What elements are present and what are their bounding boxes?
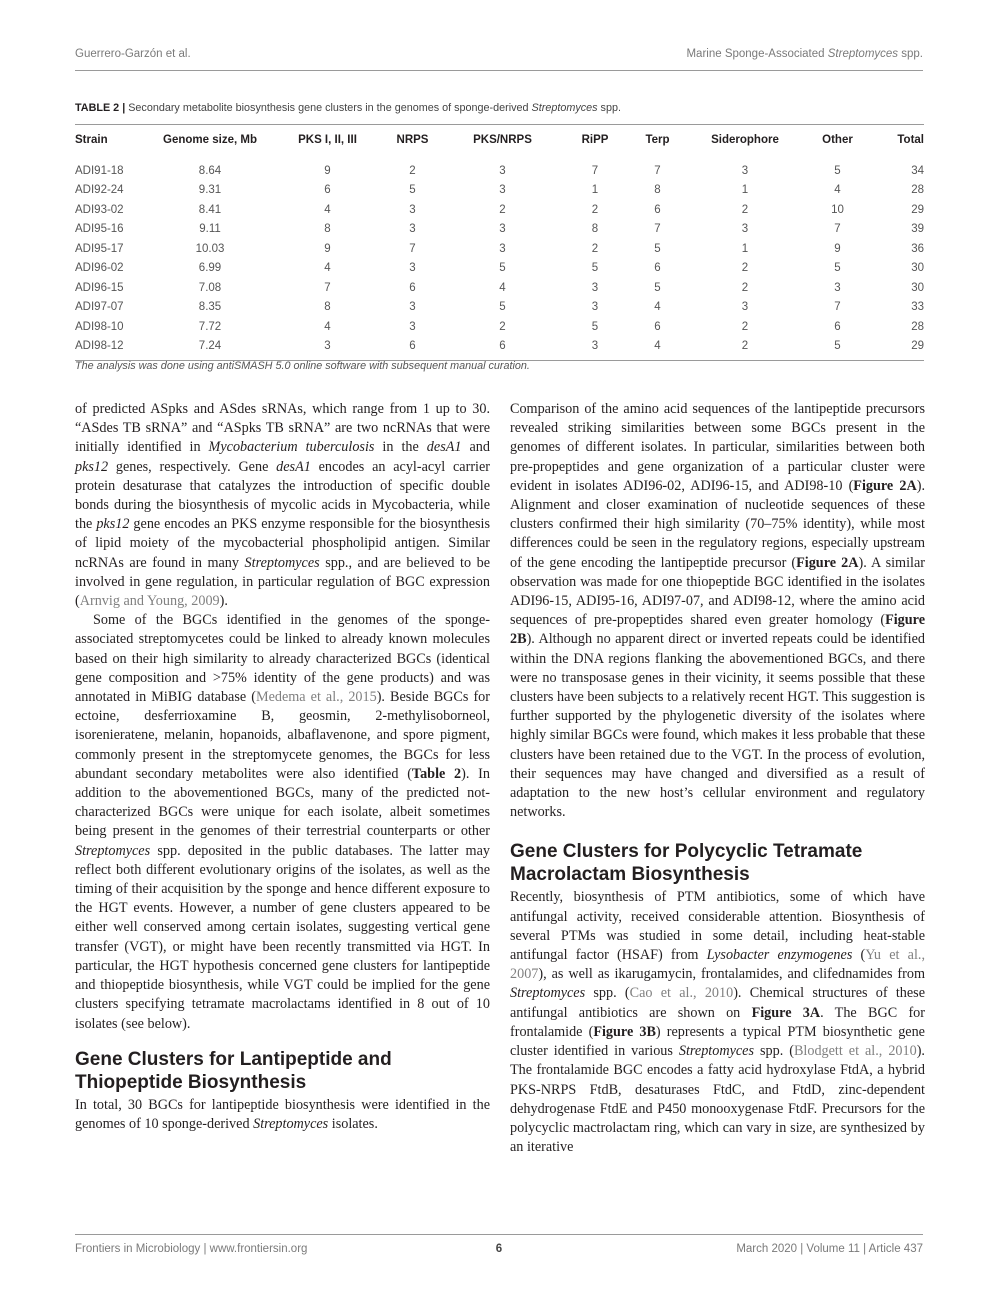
cross-reference[interactable]: Figure 2B xyxy=(510,612,925,648)
text-run: Mycobacterium tuberculosis xyxy=(208,439,375,456)
table-cell: 30 xyxy=(911,262,924,275)
strain-cell: ADI91-18 xyxy=(75,164,124,177)
table-cell: 5 xyxy=(834,164,841,177)
table-cell: 3 xyxy=(591,301,599,314)
table-cell: 4 xyxy=(324,262,331,275)
table-cell: 7.72 xyxy=(198,320,222,333)
text-run: ). Beside BGCs for ectoine, desferrioxamine B, geosmin, 2-methylisoborneol, isorenieratene, melanin, hopanoids, albaflavenone, and spore pigment, commonly present in the streptomycete genomes, the BGCs for less abundant secondary metabolites were also identified ( xyxy=(75,689,490,782)
right-column xyxy=(510,400,925,1157)
running-header-title-suffix: spp. xyxy=(898,48,923,60)
table-cell: 8 xyxy=(591,223,599,236)
table-caption-suffix: spp. xyxy=(597,102,621,114)
table-cell: 3 xyxy=(409,320,416,333)
text-run: ). The frontalamide BGC encodes a fatty acid hydroxylase FtdA, a hybrid PKS-NRPS FtdB, desaturases FtdC, and FtdD, zinc-dependent dehydrogenase FtdE and P450 monooxygenase FtdF. Precursors for the polycyclic mactrolactam ring, which can vary in size, are synthesized by an iterative xyxy=(510,1043,925,1156)
footer-issue: March 2020 | Volume 11 | Article 437 xyxy=(736,1243,923,1255)
table-cell: 4 xyxy=(630,337,685,361)
footer-journal[interactable]: Frontiers in Microbiology | www.frontiersin.org xyxy=(75,1243,308,1255)
text-run: desA1 xyxy=(426,439,462,456)
strain-cell: ADI96-15 xyxy=(75,281,124,294)
table-cell: 9 xyxy=(834,242,841,255)
text-run: ) represents a typical PTM biosynthetic gene cluster identified in various xyxy=(510,1023,925,1060)
strain-cell: ADI95-16 xyxy=(75,223,124,236)
section-heading: Gene Clusters for Lantipeptide and Thiopeptide Biosynthesis xyxy=(75,1048,392,1093)
page-number: 6 xyxy=(495,1243,503,1255)
table-cell: 6 xyxy=(654,203,661,216)
table-cell: 3 xyxy=(499,184,506,197)
table-cell: 2 xyxy=(741,203,749,216)
left-column xyxy=(75,400,490,1134)
table-cell: 8 xyxy=(654,184,661,197)
text-run: spp. ( xyxy=(754,1043,794,1060)
table-cell: 2 xyxy=(499,203,506,216)
text-run: gene encodes an PKS enzyme responsible for the biosynthesis of lipid moiety of the mycobacterial phospholipid antigen. Similar ncRNAs are found in many xyxy=(75,516,490,571)
cross-reference[interactable]: Figure 2A xyxy=(796,554,859,571)
table-cell: 1 xyxy=(741,184,749,197)
table-label: TABLE 2 | xyxy=(75,102,126,114)
table-cell: 6 xyxy=(654,262,661,275)
table-cell: 6 xyxy=(324,184,331,197)
table-cell: 5 xyxy=(499,262,506,275)
table-cell: 8.35 xyxy=(198,301,222,314)
text-run: pks12 xyxy=(75,458,109,475)
table-cell: 36 xyxy=(911,242,924,255)
paragraph xyxy=(510,888,925,1157)
column-header: Other xyxy=(805,125,870,156)
table-cell: 3 xyxy=(409,301,416,314)
table-cell: 7 xyxy=(324,281,331,294)
text-run: Streptomyces xyxy=(510,985,586,1002)
text-run: spp. deposited in the public databases. The latter may reflect both different evolutionary origins of the isolates, as well as the timing of their acquisition by the sponge and hence different exposure to the HGT events. However, a number of gene clusters appeared to be either well conserved among certain isolates, suggesting vertical gene transfer (VGT), or might have been recently transmitted via HGT. In particular, the HGT hypothesis concerned gene clusters for lantipeptide and thiopeptide biosynthesis, while VGT could be implied for the gene clusters specifying tetramate macrolactams identified in 8 out of 10 isolates (see below). xyxy=(75,842,490,1032)
text-run: pks12 xyxy=(96,516,130,533)
table-row xyxy=(75,239,924,259)
table-cell: 5 xyxy=(409,184,416,197)
running-header-title-text: Marine Sponge-Associated xyxy=(686,48,828,60)
table-row xyxy=(75,317,924,337)
text-run: Streptomyces xyxy=(75,842,151,859)
table-cell: 8.64 xyxy=(198,164,222,177)
table-cell: 7 xyxy=(654,164,661,177)
running-header-authors: Guerrero-Garzón et al. xyxy=(75,48,191,60)
table-cell: 5 xyxy=(591,262,599,275)
text-run: isolates. xyxy=(328,1115,378,1132)
text-run: ). Although no apparent direct or inverted repeats could be identified within the DNA regions flanking the abovementioned BGCs, and there were no transposase genes in their vicinity, it seems possible that these clusters have been subjects to a relatively recent HGT. This suggestion is further supported by the phylogenetic diversity of the isolates where highly similar BGCs were found, which makes it less probable that these clusters have been retained due to the VGT. In the process of evolution, their sequences may have changed and diversified as a result of adaptation to the new host’s cellular environment and regulatory networks. xyxy=(510,631,925,821)
table-caption xyxy=(75,102,621,114)
cross-reference[interactable]: Figure 3A xyxy=(751,1004,821,1021)
text-run: and xyxy=(461,439,490,456)
text-run: In total, 30 BGCs for lantipeptide biosynthesis were identified in the genomes of 10 sponge-derived xyxy=(75,1096,490,1132)
table-row xyxy=(75,337,924,361)
column-header: Terp xyxy=(630,125,685,156)
text-run: Streptomyces xyxy=(253,1115,329,1132)
section-heading: Gene Clusters for Polycyclic Tetramate Macrolactam Biosynthesis xyxy=(510,841,863,886)
column-header: PKS/NRPS xyxy=(445,125,560,156)
table-cell: 1 xyxy=(591,184,599,197)
table-cell: 3 xyxy=(409,223,416,236)
paragraph xyxy=(75,1096,490,1134)
bgc-table xyxy=(75,124,924,361)
table-cell: 3 xyxy=(591,281,599,294)
table-body xyxy=(75,155,924,361)
table-header-row xyxy=(75,125,924,156)
table-cell: 3 xyxy=(834,281,841,294)
table-cell: 28 xyxy=(911,184,924,197)
strain-cell: ADI95-17 xyxy=(75,242,124,255)
table-cell: 3 xyxy=(275,337,380,361)
table-cell: 2 xyxy=(409,164,416,177)
table-cell: 4 xyxy=(499,281,506,294)
table-cell: 3 xyxy=(741,223,749,236)
column-header: NRPS xyxy=(380,125,445,156)
table-cell: 6 xyxy=(654,320,661,333)
text-run: Streptomyces xyxy=(678,1043,755,1060)
table-cell: 5 xyxy=(654,242,661,255)
table-cell: 2 xyxy=(741,262,749,275)
strain-cell: ADI96-02 xyxy=(75,262,124,275)
column-header: Total xyxy=(870,125,924,156)
table-cell: 9 xyxy=(324,242,331,255)
text-run: spp. ( xyxy=(585,985,630,1002)
table-cell: 7 xyxy=(834,223,841,236)
table-cell: 4 xyxy=(324,203,331,216)
citation-link[interactable]: Medema et al., 2015 xyxy=(255,689,377,706)
page-footer xyxy=(75,1234,923,1259)
table-row xyxy=(75,220,924,240)
table-cell: 6 xyxy=(445,337,560,361)
column-header: Siderophore xyxy=(685,125,805,156)
table-cell: 7 xyxy=(591,164,599,177)
table-cell: 3 xyxy=(499,164,506,177)
cross-reference[interactable]: Figure 2A xyxy=(853,477,917,494)
text-run: ). xyxy=(219,593,228,610)
table-cell: 28 xyxy=(911,320,924,333)
table-row xyxy=(75,181,924,201)
text-run: Recently, biosynthesis of PTM antibiotics, some of which have antifungal activity, received considerable attention. Biosynthesis of several PTMs was studied in some detail, including heat-stable antifungal factor (HSAF) from xyxy=(510,889,925,964)
table-cell: 2 xyxy=(685,337,805,361)
table-cell: 3 xyxy=(499,242,506,255)
table-cell: 5 xyxy=(805,337,870,361)
table-cell: 29 xyxy=(870,337,924,361)
citation-link[interactable]: Arnvig and Young, 2009 xyxy=(79,593,220,610)
table-cell: 5 xyxy=(654,281,661,294)
text-run: genes, respectively. Gene xyxy=(108,458,277,475)
table-cell: 3 xyxy=(409,262,416,275)
table-row xyxy=(75,278,924,298)
table-cell: 7.08 xyxy=(198,281,222,294)
table-cell: 3 xyxy=(560,337,630,361)
text-run: ). Alignment and closer examination of nucleotide sequences of these clusters confirmed their high similarity (70–75% identity), while most differences could be seen in the regulatory regions, especially upstream of the gene encoding the lantipeptide precursor ( xyxy=(510,477,925,571)
table-cell: 10 xyxy=(831,203,844,216)
table-cell: 4 xyxy=(834,184,841,197)
table-cell: 7 xyxy=(409,242,416,255)
text-run: desA1 xyxy=(276,458,311,475)
table-cell: 2 xyxy=(591,203,599,216)
table-cell: 34 xyxy=(911,164,924,177)
text-run: encodes an acyl-acyl carrier protein desaturase that catalyzes the introduction of specific double bonds during the biosynthesis of mycolic acids in Mycobacteria, while the xyxy=(75,458,491,533)
strain-cell: ADI98-12 xyxy=(75,337,145,361)
table-cell: 3 xyxy=(741,164,749,177)
text-run: of predicted ASpks and ASdes sRNAs, which range from 1 up to 30. “ASdes TB sRNA” and “ASpks TB sRNA” are two ncRNAs that were initially identified in xyxy=(75,401,490,456)
table-cell: 30 xyxy=(911,281,924,294)
text-run: ( xyxy=(852,947,866,964)
column-header: PKS I, II, III xyxy=(275,125,380,156)
table-cell: 2 xyxy=(591,242,599,255)
citation-link[interactable]: Blodgett et al., 2010 xyxy=(793,1043,917,1060)
paragraph xyxy=(75,611,490,1033)
table-cell: 8.41 xyxy=(198,203,222,216)
table-cell: 6 xyxy=(409,281,416,294)
table-cell: 3 xyxy=(741,301,749,314)
strain-cell: ADI97-07 xyxy=(75,301,124,314)
table-cell: 7 xyxy=(834,301,841,314)
citation-link[interactable]: Cao et al., 2010 xyxy=(629,985,734,1002)
text-run: ), as well as ikarugamycin, frontalamides, and clifednamides from xyxy=(538,966,925,983)
table-row xyxy=(75,155,924,181)
table-cell: 4 xyxy=(324,320,331,333)
text-run: ). In addition to the abovementioned BGCs, many of the predicted not-characterized BGCs were unique for each isolate, albeit sometimes being present in the genomes of their terrestrial counterparts or other xyxy=(75,765,490,840)
table-cell: 9.11 xyxy=(199,223,221,236)
table-cell: 2 xyxy=(499,320,506,333)
text-run: ). Chemical structures of these antifungal antibiotics are shown on xyxy=(510,985,925,1021)
table-cell: 7.24 xyxy=(145,337,275,361)
column-header: Genome size, Mb xyxy=(145,125,275,156)
text-run: Streptomyces xyxy=(244,554,320,571)
running-header xyxy=(75,46,923,71)
table-cell: 5 xyxy=(499,301,506,314)
text-run: . The BGC for frontalamide ( xyxy=(510,1004,925,1040)
table-cell: 33 xyxy=(911,301,924,314)
text-run: spp., and are believed to be involved in gene regulation, in particular regulation of BGC expression ( xyxy=(75,554,490,610)
table-row xyxy=(75,200,924,220)
column-header: RiPP xyxy=(560,125,630,156)
text-run: ). A similar observation was made for one thiopeptide BGC identified in the isolates ADI96-15, ADI95-16, ADI97-07, and ADI98-12, where the amino acid sequences of pre-propeptides shared even greater homology ( xyxy=(510,554,925,629)
strain-cell: ADI98-10 xyxy=(75,320,124,333)
text-run: in the xyxy=(374,439,427,456)
table-cell: 6 xyxy=(380,337,445,361)
table-cell: 29 xyxy=(911,203,924,216)
table-cell: 7 xyxy=(654,223,661,236)
table-cell: 8 xyxy=(324,301,331,314)
text-run: Lysobacter enzymogenes xyxy=(706,947,853,964)
text-run: Some of the BGCs identified in the genomes of the sponge-associated streptomycetes could be linked to already known molecules based on their high similarity to already characterized BGCs (identical gene composition and >75% identity of the gene products) and was annotated in MiBIG database ( xyxy=(75,612,490,706)
strain-cell: ADI92-24 xyxy=(75,184,124,197)
table-cell: 5 xyxy=(591,320,599,333)
paragraph xyxy=(75,400,490,611)
table-cell: 9.31 xyxy=(198,184,222,197)
running-header-title-italic: Streptomyces xyxy=(827,48,899,60)
text-run: Comparison of the amino acid sequences of the lantipeptide precursors revealed striking similarities between some BGCs present in the genomes of different isolates. In particular, similarities between both pre-propeptides and gene organization of a particular cluster were evident in isolates ADI96-02, ADI96-15, and ADI98-10 ( xyxy=(510,401,925,494)
citation-link[interactable]: Yu et al., 2007 xyxy=(510,947,925,983)
table-caption-italic: Streptomyces xyxy=(531,102,598,114)
table-cell: 3 xyxy=(499,223,506,236)
table-cell: 5 xyxy=(834,262,841,275)
table-cell: 3 xyxy=(409,203,416,216)
cross-reference[interactable]: Figure 3B xyxy=(593,1023,656,1040)
running-header-title xyxy=(686,48,923,60)
table-row xyxy=(75,259,924,279)
table-cell: 1 xyxy=(741,242,749,255)
table-cell: 2 xyxy=(741,320,749,333)
strain-cell: ADI93-02 xyxy=(75,203,124,216)
paragraph xyxy=(510,400,925,822)
cross-reference[interactable]: Table 2 xyxy=(411,765,462,782)
table-footnote: The analysis was done using antiSMASH 5.0 online software with subsequent manual curation. xyxy=(75,360,530,372)
table-cell: 6 xyxy=(834,320,841,333)
table-cell: 8 xyxy=(324,223,331,236)
table-cell: 10.03 xyxy=(195,242,225,255)
column-header: Strain xyxy=(75,125,145,156)
table-cell: 9 xyxy=(324,164,331,177)
table-cell: 39 xyxy=(911,223,924,236)
table-row xyxy=(75,298,924,318)
table-cell: 4 xyxy=(654,301,661,314)
table-caption-text: Secondary metabolite biosynthesis gene clusters in the genomes of sponge-derived xyxy=(125,102,532,114)
table-cell: 6.99 xyxy=(198,262,222,275)
table-cell: 2 xyxy=(741,281,749,294)
